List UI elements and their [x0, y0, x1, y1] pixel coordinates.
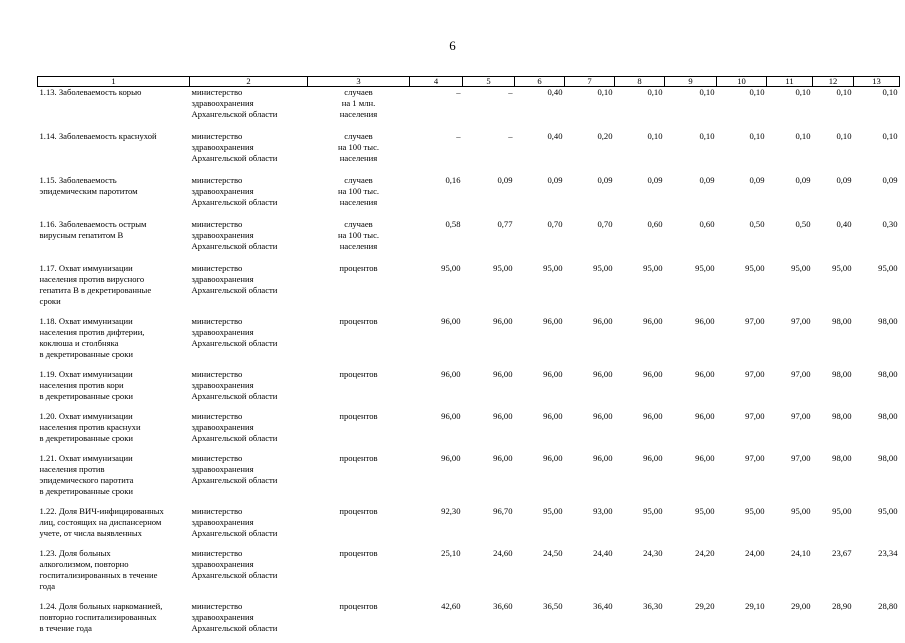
source-cell-line: министерство — [192, 411, 306, 422]
value-cell-col12: 98,00 — [813, 411, 854, 453]
value-cell-col7: 96,00 — [565, 411, 615, 453]
indicator-cell — [38, 506, 190, 548]
value-cell-col12: 23,67 — [813, 548, 854, 601]
table-row — [38, 87, 900, 132]
value-cell-col7: 24,40 — [565, 548, 615, 601]
source-cell-line: министерство — [192, 219, 306, 230]
unit-cell — [308, 369, 410, 411]
value-cell-col7: 96,00 — [565, 453, 615, 506]
value-cell-col10: 0,09 — [717, 175, 767, 219]
unit-cell-line: случаев — [310, 219, 408, 230]
value-cell-col8: 95,00 — [615, 263, 665, 316]
source-cell-line: Архангельской области — [192, 153, 306, 164]
source-cell-line: здравоохранения — [192, 559, 306, 570]
source-cell — [190, 131, 308, 175]
value-cell-col9: 0,10 — [665, 87, 717, 132]
table-row — [38, 219, 900, 263]
value-cell-col5: 96,70 — [463, 506, 515, 548]
source-cell-line: министерство — [192, 548, 306, 559]
indicator-cell-line: в декретированные сроки — [40, 391, 188, 402]
value-cell-col9: 95,00 — [665, 263, 717, 316]
indicator-cell — [38, 219, 190, 263]
column-number-3: 3 — [308, 77, 410, 87]
value-cell-col9: 29,20 — [665, 601, 717, 643]
value-cell-col6: 96,00 — [515, 316, 565, 369]
value-cell-col5: – — [463, 131, 515, 175]
page-number: 6 — [0, 38, 905, 54]
value-cell-col13: 95,00 — [854, 263, 900, 316]
value-cell-col12: 95,00 — [813, 506, 854, 548]
value-cell-col13: 95,00 — [854, 506, 900, 548]
source-cell-line: здравоохранения — [192, 230, 306, 241]
value-cell-col5: 96,00 — [463, 411, 515, 453]
column-number-2: 2 — [190, 77, 308, 87]
value-cell-col4: 92,30 — [410, 506, 463, 548]
value-cell-col7: 96,00 — [565, 316, 615, 369]
unit-cell — [308, 601, 410, 643]
table-body — [38, 77, 900, 643]
unit-cell-line: процентов — [310, 316, 408, 327]
table-row — [38, 411, 900, 453]
source-cell-line: Архангельской области — [192, 197, 306, 208]
source-cell-line: Архангельской области — [192, 623, 306, 634]
table-row — [38, 175, 900, 219]
value-cell-col11: 95,00 — [767, 506, 813, 548]
value-cell-col4: – — [410, 131, 463, 175]
source-cell-line: здравоохранения — [192, 327, 306, 338]
column-number-7: 7 — [565, 77, 615, 87]
value-cell-col12: 98,00 — [813, 453, 854, 506]
indicator-cell-line: 1.20. Охват иммунизации — [40, 411, 188, 422]
value-cell-col6: 0,40 — [515, 131, 565, 175]
table-row — [38, 453, 900, 506]
value-cell-col6: 95,00 — [515, 506, 565, 548]
value-cell-col6: 0,70 — [515, 219, 565, 263]
column-number-row — [38, 77, 900, 87]
unit-cell-line: процентов — [310, 369, 408, 380]
value-cell-col6: 36,50 — [515, 601, 565, 643]
source-cell-line: Архангельской области — [192, 475, 306, 486]
table-row — [38, 316, 900, 369]
indicator-cell-line: населения против дифтерии, — [40, 327, 188, 338]
value-cell-col10: 97,00 — [717, 316, 767, 369]
indicator-cell-line: 1.19. Охват иммунизации — [40, 369, 188, 380]
column-number-4: 4 — [410, 77, 463, 87]
value-cell-col5: 24,60 — [463, 548, 515, 601]
unit-cell — [308, 411, 410, 453]
value-cell-col5: 95,00 — [463, 263, 515, 316]
source-cell — [190, 316, 308, 369]
unit-cell-line: процентов — [310, 548, 408, 559]
source-cell-line: здравоохранения — [192, 380, 306, 391]
value-cell-col5: – — [463, 87, 515, 132]
value-cell-col10: 97,00 — [717, 369, 767, 411]
value-cell-col13: 98,00 — [854, 411, 900, 453]
value-cell-col10: 0,10 — [717, 131, 767, 175]
source-cell — [190, 506, 308, 548]
source-cell-line: министерство — [192, 601, 306, 612]
source-cell-line: здравоохранения — [192, 464, 306, 475]
source-cell-line: министерство — [192, 263, 306, 274]
source-cell-line: Архангельской области — [192, 433, 306, 444]
indicator-cell — [38, 316, 190, 369]
value-cell-col7: 0,09 — [565, 175, 615, 219]
indicator-cell-line: населения против — [40, 464, 188, 475]
value-cell-col7: 0,20 — [565, 131, 615, 175]
indicator-cell — [38, 453, 190, 506]
unit-cell-line: случаев — [310, 131, 408, 142]
indicator-cell — [38, 175, 190, 219]
value-cell-col5: 36,60 — [463, 601, 515, 643]
indicator-cell-line: в декретированные сроки — [40, 486, 188, 497]
indicator-cell-line: вирусным гепатитом В — [40, 230, 188, 241]
source-cell-line: здравоохранения — [192, 274, 306, 285]
indicator-cell-line: 1.15. Заболеваемость — [40, 175, 188, 186]
unit-cell-line: на 100 тыс. — [310, 142, 408, 153]
value-cell-col4: 96,00 — [410, 411, 463, 453]
value-cell-col11: 95,00 — [767, 263, 813, 316]
value-cell-col6: 0,09 — [515, 175, 565, 219]
indicator-cell-line: года — [40, 581, 188, 592]
column-number-5: 5 — [463, 77, 515, 87]
source-cell-line: Архангельской области — [192, 241, 306, 252]
value-cell-col9: 96,00 — [665, 316, 717, 369]
value-cell-col8: 0,10 — [615, 131, 665, 175]
source-cell-line: Архангельской области — [192, 570, 306, 581]
column-number-1: 1 — [38, 77, 190, 87]
indicator-cell-line: сроки — [40, 296, 188, 307]
table-row — [38, 548, 900, 601]
unit-cell-line: на 100 тыс. — [310, 230, 408, 241]
value-cell-col6: 95,00 — [515, 263, 565, 316]
source-cell-line: министерство — [192, 506, 306, 517]
source-cell — [190, 369, 308, 411]
unit-cell — [308, 548, 410, 601]
value-cell-col6: 96,00 — [515, 369, 565, 411]
column-number-8: 8 — [615, 77, 665, 87]
table-row — [38, 369, 900, 411]
source-cell-line: министерство — [192, 316, 306, 327]
source-cell — [190, 175, 308, 219]
unit-cell-line: населения — [310, 109, 408, 120]
value-cell-col6: 0,40 — [515, 87, 565, 132]
value-cell-col4: 25,10 — [410, 548, 463, 601]
indicator-cell-line: населения против вирусного — [40, 274, 188, 285]
unit-cell — [308, 263, 410, 316]
indicator-cell-line: алкоголизмом, повторно — [40, 559, 188, 570]
value-cell-col8: 24,30 — [615, 548, 665, 601]
indicator-cell — [38, 369, 190, 411]
value-cell-col9: 0,09 — [665, 175, 717, 219]
source-cell — [190, 453, 308, 506]
indicator-cell-line: 1.18. Охват иммунизации — [40, 316, 188, 327]
value-cell-col7: 0,10 — [565, 87, 615, 132]
value-cell-col9: 96,00 — [665, 453, 717, 506]
unit-cell — [308, 219, 410, 263]
value-cell-col9: 0,60 — [665, 219, 717, 263]
value-cell-col4: 96,00 — [410, 369, 463, 411]
value-cell-col7: 0,70 — [565, 219, 615, 263]
unit-cell-line: процентов — [310, 411, 408, 422]
value-cell-col7: 96,00 — [565, 369, 615, 411]
value-cell-col11: 0,10 — [767, 87, 813, 132]
value-cell-col12: 98,00 — [813, 369, 854, 411]
unit-cell — [308, 316, 410, 369]
value-cell-col8: 0,60 — [615, 219, 665, 263]
indicator-cell-line: населения против кори — [40, 380, 188, 391]
unit-cell-line: на 100 тыс. — [310, 186, 408, 197]
value-cell-col9: 96,00 — [665, 411, 717, 453]
value-cell-col8: 0,10 — [615, 87, 665, 132]
source-cell — [190, 87, 308, 132]
indicators-table — [37, 76, 900, 643]
indicator-cell-line: 1.13. Заболеваемость корью — [40, 87, 188, 98]
value-cell-col13: 28,80 — [854, 601, 900, 643]
value-cell-col4: 96,00 — [410, 316, 463, 369]
indicator-cell-line: повторно госпитализированных — [40, 612, 188, 623]
unit-cell-line: процентов — [310, 453, 408, 464]
value-cell-col11: 97,00 — [767, 316, 813, 369]
source-cell-line: здравоохранения — [192, 612, 306, 623]
source-cell-line: здравоохранения — [192, 98, 306, 109]
indicator-cell-line: эпидемического паротита — [40, 475, 188, 486]
value-cell-col12: 0,09 — [813, 175, 854, 219]
value-cell-col6: 24,50 — [515, 548, 565, 601]
indicator-cell — [38, 263, 190, 316]
value-cell-col10: 95,00 — [717, 506, 767, 548]
indicator-cell — [38, 87, 190, 132]
source-cell — [190, 411, 308, 453]
value-cell-col10: 97,00 — [717, 453, 767, 506]
value-cell-col13: 0,10 — [854, 87, 900, 132]
value-cell-col11: 97,00 — [767, 411, 813, 453]
indicator-cell — [38, 601, 190, 643]
column-number-10: 10 — [717, 77, 767, 87]
unit-cell — [308, 131, 410, 175]
source-cell-line: Архангельской области — [192, 338, 306, 349]
value-cell-col11: 24,10 — [767, 548, 813, 601]
value-cell-col4: 96,00 — [410, 453, 463, 506]
value-cell-col7: 36,40 — [565, 601, 615, 643]
value-cell-col13: 0,30 — [854, 219, 900, 263]
value-cell-col8: 36,30 — [615, 601, 665, 643]
unit-cell-line: случаев — [310, 175, 408, 186]
source-cell — [190, 263, 308, 316]
indicator-cell — [38, 411, 190, 453]
source-cell-line: здравоохранения — [192, 142, 306, 153]
value-cell-col9: 95,00 — [665, 506, 717, 548]
unit-cell — [308, 453, 410, 506]
value-cell-col13: 0,10 — [854, 131, 900, 175]
value-cell-col4: 0,58 — [410, 219, 463, 263]
value-cell-col11: 29,00 — [767, 601, 813, 643]
value-cell-col11: 97,00 — [767, 369, 813, 411]
value-cell-col10: 95,00 — [717, 263, 767, 316]
table-row — [38, 131, 900, 175]
value-cell-col8: 96,00 — [615, 369, 665, 411]
indicator-cell-line: 1.16. Заболеваемость острым — [40, 219, 188, 230]
source-cell-line: министерство — [192, 369, 306, 380]
unit-cell — [308, 87, 410, 132]
column-number-11: 11 — [767, 77, 813, 87]
source-cell — [190, 548, 308, 601]
value-cell-col5: 96,00 — [463, 453, 515, 506]
value-cell-col9: 24,20 — [665, 548, 717, 601]
source-cell-line: министерство — [192, 87, 306, 98]
value-cell-col12: 98,00 — [813, 316, 854, 369]
source-cell-line: здравоохранения — [192, 517, 306, 528]
value-cell-col11: 0,09 — [767, 175, 813, 219]
table-row — [38, 506, 900, 548]
indicator-cell-line: гепатита В в декретированные — [40, 285, 188, 296]
value-cell-col4: 42,60 — [410, 601, 463, 643]
indicator-cell — [38, 548, 190, 601]
indicator-cell-line: 1.24. Доля больных наркоманией, — [40, 601, 188, 612]
value-cell-col4: 0,16 — [410, 175, 463, 219]
value-cell-col6: 96,00 — [515, 453, 565, 506]
indicator-cell-line: учете, от числа выявленных — [40, 528, 188, 539]
unit-cell-line: на 1 млн. — [310, 98, 408, 109]
value-cell-col13: 98,00 — [854, 316, 900, 369]
value-cell-col12: 0,10 — [813, 87, 854, 132]
indicator-cell-line: в декретированные сроки — [40, 349, 188, 360]
indicator-cell-line: 1.21. Охват иммунизации — [40, 453, 188, 464]
value-cell-col7: 93,00 — [565, 506, 615, 548]
indicator-cell-line: в течение года — [40, 623, 188, 634]
unit-cell — [308, 506, 410, 548]
column-number-9: 9 — [665, 77, 717, 87]
value-cell-col4: – — [410, 87, 463, 132]
value-cell-col9: 0,10 — [665, 131, 717, 175]
column-number-6: 6 — [515, 77, 565, 87]
indicator-cell-line: 1.22. Доля ВИЧ-инфицированных — [40, 506, 188, 517]
indicator-cell-line: 1.17. Охват иммунизации — [40, 263, 188, 274]
source-cell-line: здравоохранения — [192, 422, 306, 433]
value-cell-col8: 0,09 — [615, 175, 665, 219]
value-cell-col5: 96,00 — [463, 369, 515, 411]
indicator-cell-line: 1.23. Доля больных — [40, 548, 188, 559]
table-row — [38, 601, 900, 643]
indicator-cell — [38, 131, 190, 175]
value-cell-col12: 95,00 — [813, 263, 854, 316]
value-cell-col13: 98,00 — [854, 369, 900, 411]
indicator-cell-line: населения против краснухи — [40, 422, 188, 433]
source-cell-line: Архангельской области — [192, 285, 306, 296]
value-cell-col11: 0,50 — [767, 219, 813, 263]
unit-cell-line: населения — [310, 241, 408, 252]
unit-cell-line: процентов — [310, 506, 408, 517]
value-cell-col8: 96,00 — [615, 453, 665, 506]
source-cell-line: министерство — [192, 453, 306, 464]
unit-cell-line: населения — [310, 197, 408, 208]
value-cell-col8: 96,00 — [615, 316, 665, 369]
unit-cell-line: случаев — [310, 87, 408, 98]
column-number-12: 12 — [813, 77, 854, 87]
value-cell-col10: 97,00 — [717, 411, 767, 453]
value-cell-col4: 95,00 — [410, 263, 463, 316]
source-cell-line: министерство — [192, 131, 306, 142]
column-number-13: 13 — [854, 77, 900, 87]
source-cell-line: Архангельской области — [192, 391, 306, 402]
source-cell-line: здравоохранения — [192, 186, 306, 197]
value-cell-col5: 96,00 — [463, 316, 515, 369]
value-cell-col10: 0,10 — [717, 87, 767, 132]
value-cell-col10: 0,50 — [717, 219, 767, 263]
source-cell-line: Архангельской области — [192, 109, 306, 120]
value-cell-col12: 0,10 — [813, 131, 854, 175]
value-cell-col13: 23,34 — [854, 548, 900, 601]
indicator-cell-line: в декретированные сроки — [40, 433, 188, 444]
source-cell-line: Архангельской области — [192, 528, 306, 539]
value-cell-col6: 96,00 — [515, 411, 565, 453]
value-cell-col10: 29,10 — [717, 601, 767, 643]
value-cell-col8: 95,00 — [615, 506, 665, 548]
unit-cell-line: процентов — [310, 263, 408, 274]
value-cell-col12: 28,90 — [813, 601, 854, 643]
value-cell-col12: 0,40 — [813, 219, 854, 263]
value-cell-col5: 0,77 — [463, 219, 515, 263]
unit-cell — [308, 175, 410, 219]
value-cell-col11: 97,00 — [767, 453, 813, 506]
value-cell-col7: 95,00 — [565, 263, 615, 316]
indicator-cell-line: эпидемическим паротитом — [40, 186, 188, 197]
unit-cell-line: населения — [310, 153, 408, 164]
source-cell — [190, 601, 308, 643]
value-cell-col10: 24,00 — [717, 548, 767, 601]
indicator-cell-line: коклюша и столбняка — [40, 338, 188, 349]
source-cell-line: министерство — [192, 175, 306, 186]
value-cell-col8: 96,00 — [615, 411, 665, 453]
indicator-cell-line: 1.14. Заболеваемость краснухой — [40, 131, 188, 142]
value-cell-col5: 0,09 — [463, 175, 515, 219]
source-cell — [190, 219, 308, 263]
value-cell-col13: 0,09 — [854, 175, 900, 219]
value-cell-col13: 98,00 — [854, 453, 900, 506]
indicator-cell-line: лиц, состоящих на диспансерном — [40, 517, 188, 528]
value-cell-col9: 96,00 — [665, 369, 717, 411]
indicator-cell-line: госпитализированных в течение — [40, 570, 188, 581]
unit-cell-line: процентов — [310, 601, 408, 612]
value-cell-col11: 0,10 — [767, 131, 813, 175]
table-row — [38, 263, 900, 316]
